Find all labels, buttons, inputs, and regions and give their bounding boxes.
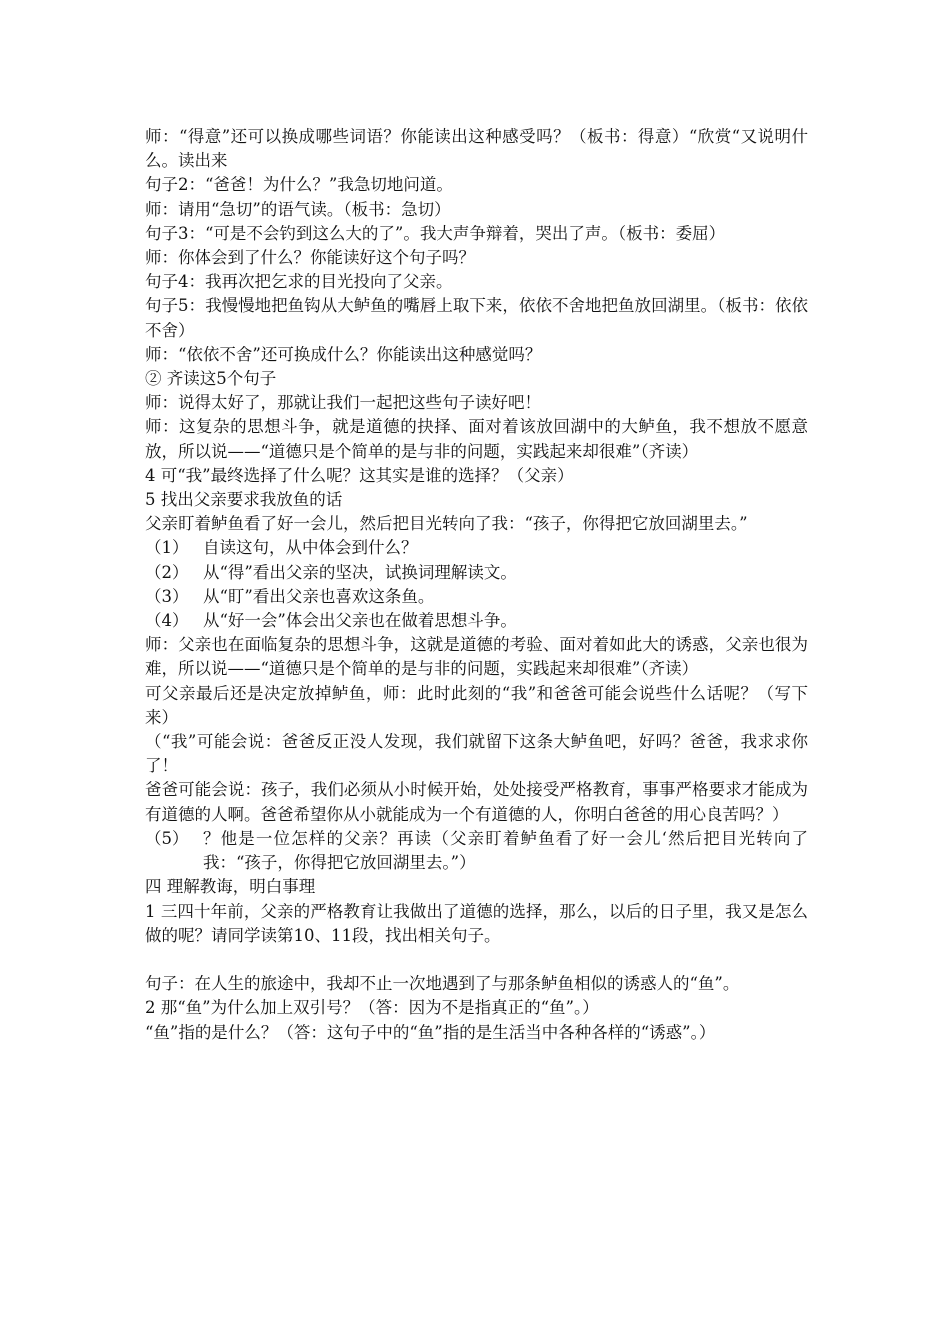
paragraph: 爸爸可能会说：孩子，我们必须从小时候开始，处处接受严格教育，事事严格要求才能成为有道德的人啊。爸爸希望你从小就能成为一个有道德的人，你明白爸爸的用心良苦吗？） — [145, 780, 808, 824]
list-item-number: （1） — [145, 538, 189, 558]
list-item-number: （5） — [145, 828, 189, 848]
paragraph: 师：这复杂的思想斗争，就是道德的抉择、面对着该放回湖中的大鲈鱼，我不想放不愿意放，所以说——“道德只是个简单的是与非的问题，实践起来却很难”（齐读） — [145, 417, 808, 461]
list-item-text: 从“得”看出父亲的坚决，试换词理解读文。 — [203, 562, 517, 582]
list-item-number: （3） — [145, 586, 189, 606]
list-item-text: 自读这句，从中体会到什么？ — [203, 538, 418, 558]
paragraph: 1 三四十年前，父亲的严格教育让我做出了道德的选择，那么，以后的日子里，我又是怎么做的呢？请同学读第10、11段，找出相关句子。 — [145, 901, 808, 945]
paragraph: （“我”可能会说：爸爸反正没人发现，我们就留下这条大鲈鱼吧，好吗？爸爸，我求求你了！ — [145, 732, 808, 776]
list-item-text: ？他是一位怎样的父亲？再读（父亲盯着鲈鱼看了好一会儿‘然后把目光转向了我：“孩子，你得把它放回湖里去。”） — [203, 828, 808, 873]
paragraph: ② 齐读这5个句子 — [145, 369, 277, 389]
paragraph: 句子2：“爸爸！为什么？”我急切地问道。 — [145, 175, 453, 195]
paragraph: 句子：在人生的旅途中，我却不止一次地遇到了与那条鲈鱼相似的诱惑人的“鱼”。 — [145, 974, 740, 994]
list-item-number: （4） — [145, 611, 189, 631]
paragraph: 师：“得意”还可以换成哪些词语？你能读出这种感受吗？（板书：得意）“欣赏“又说明什么。读出来 — [145, 127, 808, 171]
paragraph: 句子3：“可是不会钓到这么大的了”。我大声争辩着，哭出了声。（板书：委屈） — [145, 223, 726, 243]
section-heading: 四 理解教诲，明白事理 — [145, 877, 316, 897]
blank-line — [145, 948, 808, 972]
list-item — [145, 585, 808, 609]
paragraph: 2 那“鱼”为什么加上双引号？（答：因为不是指真正的“鱼”。） — [145, 998, 599, 1018]
paragraph: 父亲盯着鲈鱼看了好一会儿，然后把目光转向了我：“孩子，你得把它放回湖里去。” — [145, 514, 748, 534]
paragraph: 师：你体会到了什么？你能读好这个句子吗？ — [145, 248, 475, 268]
list-item — [145, 609, 808, 633]
list-item — [145, 536, 808, 560]
paragraph: 师：父亲也在面临复杂的思想斗争，这就是道德的考验、面对着如此大的诱惑，父亲也很为难，所以说——“道德只是个简单的是与非的问题，实践起来却很难”（齐读） — [145, 635, 808, 679]
paragraph: 师：说得太好了，那就让我们一起把这些句子读好吧！ — [145, 393, 541, 413]
list-item-text: 从“好一会”体会出父亲也在做着思想斗争。 — [203, 611, 517, 631]
list-item-number: （2） — [145, 562, 189, 582]
list-item-text: 从“盯”看出父亲也喜欢这条鱼。 — [203, 586, 435, 606]
section-heading: 5 找出父亲要求我放鱼的话 — [145, 490, 343, 510]
document-body — [145, 125, 808, 1045]
list-item — [145, 827, 808, 875]
paragraph: 句子5：我慢慢地把鱼钩从大鲈鱼的嘴唇上取下来，依依不舍地把鱼放回湖里。（板书：依依不舍） — [145, 296, 808, 340]
paragraph: 4 可“我”最终选择了什么呢？这其实是谁的选择？（父亲） — [145, 465, 574, 485]
paragraph: 师：“依依不舍”还可换成什么？你能读出这种感觉吗？ — [145, 344, 542, 364]
paragraph: 可父亲最后还是决定放掉鲈鱼，师：此时此刻的“我”和爸爸可能会说些什么话呢？（写下来） — [145, 683, 808, 727]
list-item — [145, 561, 808, 585]
paragraph: 句子4：我再次把乞求的目光投向了父亲。 — [145, 272, 453, 292]
paragraph: 师：请用“急切”的语气读。（板书：急切） — [145, 199, 451, 219]
paragraph: “鱼”指的是什么？（答：这句子中的“鱼”指的是生活当中各种各样的“诱惑”。） — [145, 1022, 716, 1042]
